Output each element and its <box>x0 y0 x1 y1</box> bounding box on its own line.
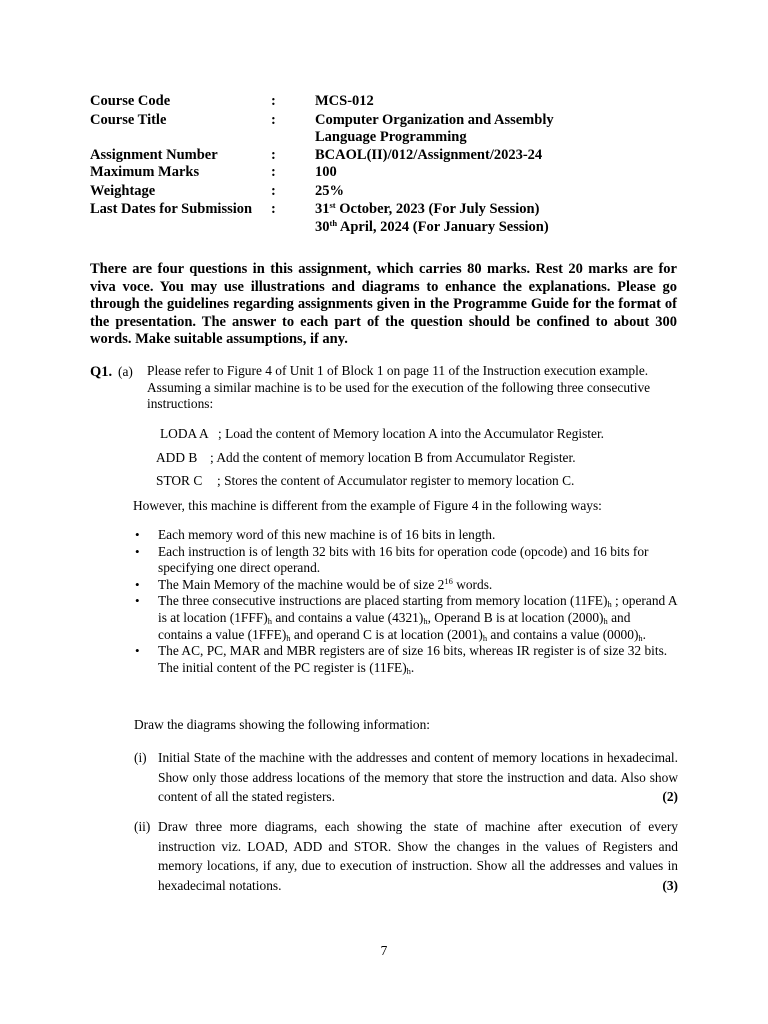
sub-question-ii <box>134 817 678 895</box>
course-title-label: Course Title <box>90 112 167 128</box>
instruction-comment: ; Add the content of memory location B from Accumulator Register. <box>210 450 576 465</box>
list-item <box>133 544 678 577</box>
list-item <box>133 643 678 676</box>
question-text: Please refer to Figure 4 of Unit 1 of Block 1 on page 11 of the Instruction execution example. Assuming a similar machine is to be used for the execution of the following three consecutive instructions: <box>147 363 651 412</box>
colon: : <box>271 147 276 163</box>
list-item <box>133 527 678 544</box>
assignment-number-label: Assignment Number <box>90 147 218 163</box>
list-item-text: Each memory word of this new machine is of 16 bits in length. <box>158 527 496 542</box>
course-code-label: Course Code <box>90 93 171 109</box>
colon: : <box>271 93 276 109</box>
sub-question-text: Draw three more diagrams, each showing the state of machine after execution of every instruction viz. LOAD, ADD and STOR. Show the changes in the values of Registers and memory locations, if any, due to execution of instruction. Show all the addresses and values in hexadecimal notations. <box>158 819 678 893</box>
however-text: However, this machine is different from the example of Figure 4 in the following ways: <box>133 498 602 513</box>
hex-subscript: h <box>423 615 428 626</box>
hex-subscript: h <box>607 599 612 610</box>
draw-instruction: Draw the diagrams showing the following information: <box>134 717 431 732</box>
question-part: (a) <box>118 364 133 379</box>
list-item <box>133 577 678 594</box>
weightage-label: Weightage <box>90 183 156 199</box>
course-title-value-2: Language Programming <box>315 129 467 145</box>
list-item-text: and contains a value (0000) <box>487 626 639 642</box>
submission-date-january <box>315 219 549 236</box>
colon: : <box>271 112 276 128</box>
list-item <box>133 593 678 643</box>
sub-question-text: Initial State of the machine with the addresses and content of memory locations in hexadecimal. Show only those address locations of the memory that store the instruction and data. Also show content of all the stated registers. <box>158 750 678 805</box>
hex-subscript: h <box>286 632 291 643</box>
hex-subscript: h <box>482 632 488 643</box>
sub-question-number: (ii) <box>134 819 151 834</box>
submission-date-july <box>315 201 539 218</box>
date-day: 30 <box>315 219 330 235</box>
instruction-op: LODA A <box>160 426 209 441</box>
list-item-text: The three consecutive instructions are placed starting from memory location (11FE) <box>158 593 608 609</box>
colon: : <box>271 201 276 217</box>
instruction-comment: ; Stores the content of Accumulator register to memory location C. <box>217 473 575 488</box>
list-item-text: The Main Memory of the machine would be of size 2 <box>158 576 445 592</box>
instruction-line <box>160 426 604 442</box>
hex-subscript: h <box>638 632 643 643</box>
list-item-text: The AC, PC, MAR and MBR registers are of size 16 bits, whereas IR register is of size 32 bits. The initial content of the PC register is (11FE) <box>158 643 668 675</box>
maximum-marks-label: Maximum Marks <box>90 164 200 180</box>
list-item-text: and contains a value (4321) <box>271 609 424 625</box>
list-item-text: . <box>642 626 647 642</box>
instruction-comment: ; Load the content of Memory location A into the Accumulator Register. <box>218 426 605 441</box>
list-item-text: Each instruction is of length 32 bits with 16 bits for operation code (opcode) and 16 bits for specifying one direct operand. <box>158 543 649 576</box>
instruction-line <box>156 473 574 489</box>
maximum-marks-value: 100 <box>315 164 337 180</box>
instruction-op: STOR C <box>156 473 203 488</box>
date-rest: April, 2024 (For January Session) <box>337 219 549 235</box>
date-ordinal: st <box>329 200 336 210</box>
hex-subscript: h <box>267 615 272 626</box>
course-title-value: Computer Organization and Assembly <box>315 112 554 128</box>
exponent: 16 <box>444 575 453 586</box>
instruction-op: ADD B <box>156 450 198 465</box>
list-item-text: ; operand A is at location (1FFF) <box>158 593 677 625</box>
sub-question-i <box>134 748 678 807</box>
colon: : <box>271 183 276 199</box>
list-item-text: and operand C is at location (2001) <box>290 626 483 642</box>
course-code-value: MCS-012 <box>315 93 374 109</box>
hex-subscript: h <box>603 615 608 626</box>
marks-label: (2) <box>662 789 678 805</box>
intro-paragraph: There are four questions in this assignment, which carries 80 marks. Rest 20 marks are for viva voce. You may use illustrations and diagrams to enhance the explanations. Please go through the guidelines regarding assignments given in the Programme Guide for the format of the presentation. The answer to each part of the question should be confined to about 300 words. Make suitable assumptions, if any. <box>90 261 677 348</box>
question-number: Q1. <box>90 364 113 380</box>
list-item-text: . <box>410 659 415 675</box>
sub-question-number: (i) <box>134 750 147 765</box>
date-day: 31 <box>315 201 330 217</box>
list-item-text: , Operand B is at location (2000) <box>427 609 604 625</box>
colon: : <box>271 164 276 180</box>
page-number: 7 <box>380 943 388 958</box>
list-item-text: and contains a value (1FFE) <box>158 609 631 642</box>
last-dates-label: Last Dates for Submission <box>90 201 253 217</box>
weightage-value: 25% <box>315 183 344 199</box>
hex-subscript: h <box>406 665 411 676</box>
instruction-line <box>156 450 576 466</box>
date-rest: October, 2023 (For July Session) <box>335 201 540 217</box>
marks-label: (3) <box>662 877 678 893</box>
differences-list <box>133 527 678 676</box>
list-item-text: words. <box>452 576 493 592</box>
date-ordinal: th <box>329 218 338 228</box>
assignment-number-value: BCAOL(II)/012/Assignment/2023-24 <box>315 147 543 163</box>
